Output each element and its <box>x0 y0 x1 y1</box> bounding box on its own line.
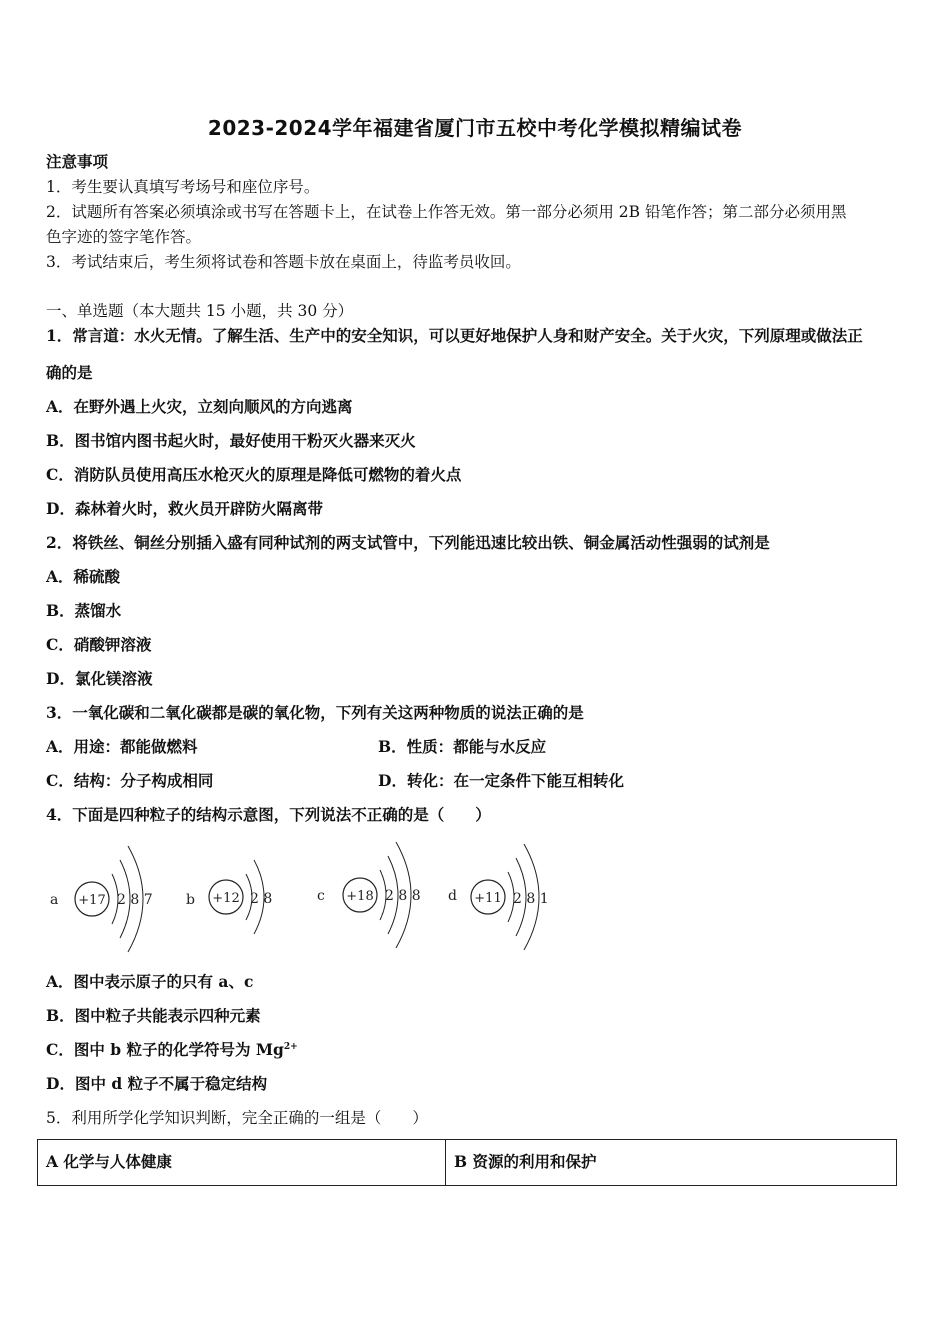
q1-stem: 1．常言道：水火无情。了解生活、生产中的安全知识，可以更好地保护人身和财产安全。关于火灾，下列原理或做法正 <box>46 326 863 345</box>
section-heading: 一、单选题（本大题共 15 小题，共 30 分） <box>46 302 354 320</box>
atom-a-shells: 2 8 7 <box>117 892 153 908</box>
notice-item-3: 3．考试结束后，考生须将试卷和答题卡放在桌面上，待监考员收回。 <box>46 253 521 271</box>
atom-b <box>186 860 272 934</box>
q2-option-d: D．氯化镁溶液 <box>46 669 153 688</box>
q5-stem: 5．利用所学化学知识判断，完全正确的一组是（ ） <box>46 1109 428 1127</box>
q2-option-b: B．蒸馏水 <box>46 601 122 620</box>
q2-option-a: A．稀硫酸 <box>46 567 121 586</box>
atom-d <box>448 844 549 950</box>
atom-b-shells: 2 8 <box>250 891 273 907</box>
notice-heading: 注意事项 <box>46 152 109 171</box>
q4-option-c-charge: 2+ <box>283 1041 298 1052</box>
q4-option-c <box>46 1039 298 1061</box>
atom-a-label: a <box>50 892 59 908</box>
q5-col-a-header: A 化学与人体健康 <box>38 1140 446 1186</box>
q4-stem: 4．下面是四种粒子的结构示意图，下列说法不正确的是（ ） <box>46 805 491 824</box>
atom-d-shells: 2 8 1 <box>513 891 549 907</box>
notice-item-2-cont: 色字迹的签字笔作答。 <box>46 228 202 246</box>
atom-a-nucleus-charge: +17 <box>78 893 106 908</box>
q3-option-c: C．结构：分子构成相同 <box>46 771 214 790</box>
table-row <box>38 1140 897 1186</box>
notice-item-2: 2．试题所有答案必须填涂或书写在答题卡上，在试卷上作答无效。第一部分必须用 2B 铅笔作答；第二部分必须用黑 <box>46 203 847 221</box>
atom-d-nucleus-charge: +11 <box>474 891 502 906</box>
q2-stem: 2．将铁丝、铜丝分别插入盛有同种试剂的两支试管中，下列能迅速比较出铁、铜金属活动性强弱的试剂是 <box>46 533 770 552</box>
q1-option-b: B．图书馆内图书起火时，最好使用干粉灭火器来灭火 <box>46 431 416 450</box>
atom-b-nucleus-charge: +12 <box>212 891 240 906</box>
q3-stem: 3．一氧化碳和二氧化碳都是碳的氧化物，下列有关这两种物质的说法正确的是 <box>46 703 584 722</box>
q4-option-c-text: C．图中 b 粒子的化学符号为 Mg <box>46 1040 284 1059</box>
q1-option-d: D．森林着火时，救火员开辟防火隔离带 <box>46 499 323 518</box>
atom-d-label: d <box>448 888 457 904</box>
q3-option-d: D．转化：在一定条件下能互相转化 <box>378 771 624 790</box>
atom-b-label: b <box>186 892 195 908</box>
q4-option-d: D．图中 d 粒子不属于稳定结构 <box>46 1074 268 1093</box>
q2-option-c: C．硝酸钾溶液 <box>46 635 152 654</box>
page-title: 2023-2024学年福建省厦门市五校中考化学模拟精编试卷 <box>207 116 743 140</box>
atom-c-shells: 2 8 8 <box>385 888 421 904</box>
q4-option-a: A．图中表示原子的只有 a、c <box>46 972 254 991</box>
q1-option-a: A．在野外遇上火灾，立刻向顺风的方向逃离 <box>46 397 353 416</box>
atom-c-label: c <box>317 888 325 904</box>
atom-structure-diagram <box>40 836 580 956</box>
q5-options-table <box>37 1139 897 1186</box>
atom-c <box>317 842 421 948</box>
q3-option-a: A．用途：都能做燃料 <box>46 737 198 756</box>
q1-stem-cont: 确的是 <box>46 363 93 382</box>
q1-option-c: C．消防队员使用高压水枪灭火的原理是降低可燃物的着火点 <box>46 465 462 484</box>
q4-option-b: B．图中粒子共能表示四种元素 <box>46 1006 261 1025</box>
notice-item-1: 1．考生要认真填写考场号和座位序号。 <box>46 178 320 196</box>
atom-c-nucleus-charge: +18 <box>346 889 374 904</box>
q5-col-b-header: B 资源的利用和保护 <box>446 1140 897 1186</box>
q3-option-b: B．性质：都能与水反应 <box>378 737 547 756</box>
atom-a <box>50 846 153 952</box>
